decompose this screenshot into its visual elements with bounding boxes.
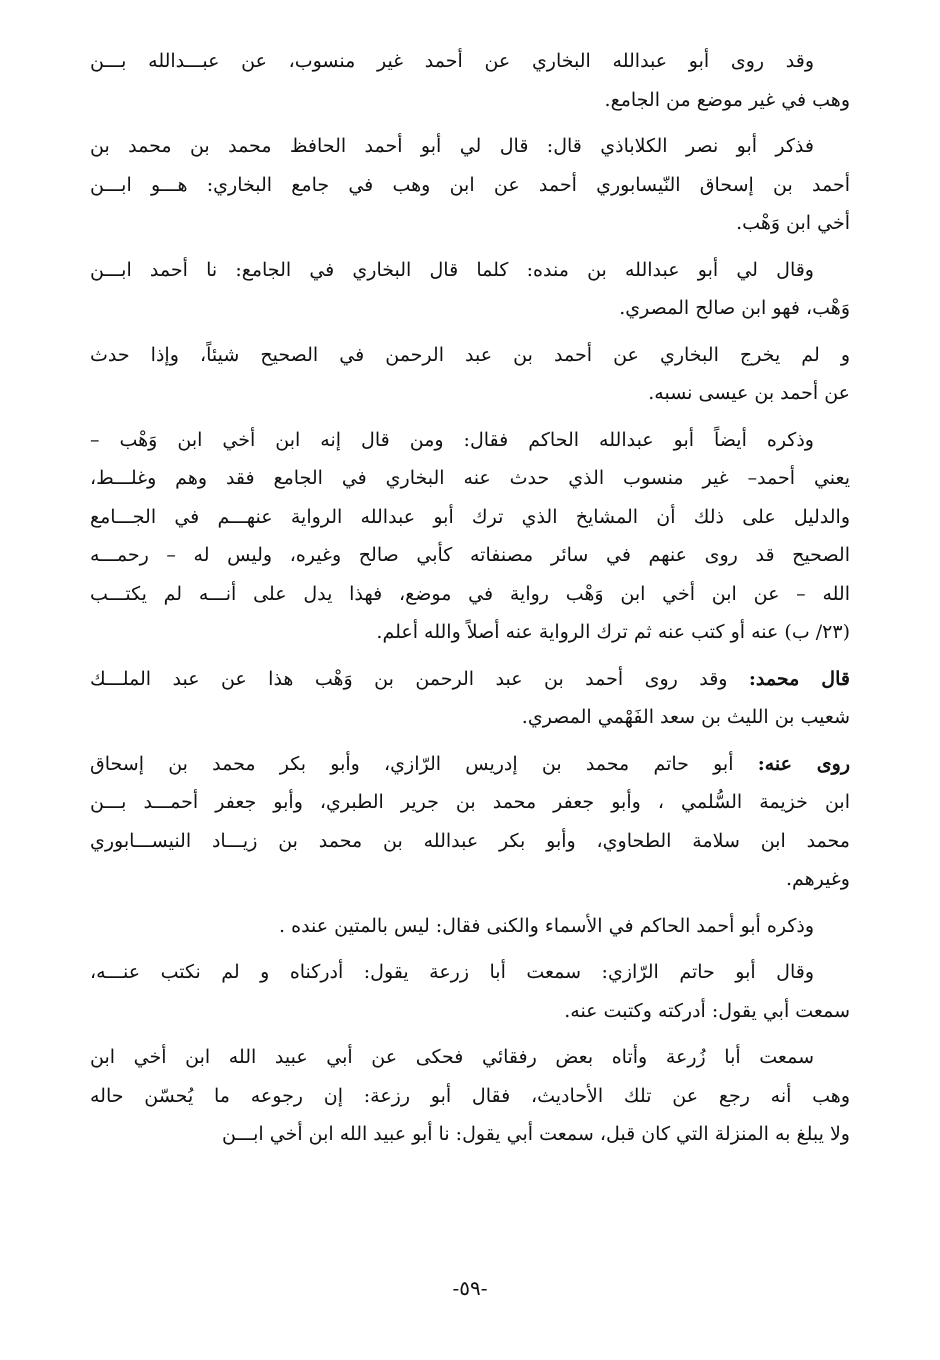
line-text: فذكر أبو نصر الكلاباذي قال: قال لي أبو أحمد الحافظ محمد بن محمد بن: [90, 135, 814, 157]
text-line: [90, 613, 850, 652]
paragraph: [90, 336, 850, 413]
text-line: [90, 127, 850, 166]
line-text: وقال أبو حاتم الرّازي: سمعت أبا زرعة يقول: أدركناه و لم نكتب عنـــه،: [90, 961, 814, 983]
line-text: محمد ابن سلامة الطحاوي، وأبو بكر عبدالله بن محمد بن زيـــاد النيســـابوري: [90, 829, 850, 852]
text-line: [90, 745, 850, 784]
text-line: [90, 992, 850, 1031]
text-line: [90, 660, 850, 699]
line-text: الصحيح قد روى عنهم في سائر مصنفاته كأبي صالح وغيره، وليس له – رحمـــه: [90, 544, 850, 566]
text-line: [90, 336, 850, 375]
text-line: [90, 536, 850, 575]
text-line: [90, 822, 850, 861]
body-text: [90, 42, 850, 1162]
paragraph: [90, 1038, 850, 1154]
text-line: [90, 783, 850, 822]
line-text: سمعت أبا زُرعة وأتاه بعض رفقائي فحكى عن أبي عبيد الله ابن أخي ابن: [90, 1046, 814, 1068]
line-text: (٢٣/ ب) عنه أو كتب عنه ثم ترك الرواية عنه أصلاً والله أعلم.: [376, 621, 850, 643]
text-line: [90, 42, 850, 81]
line-text: والدليل على ذلك أن المشايخ الذي ترك أبو عبدالله الرواية عنهـــم في الجـــامع: [90, 505, 850, 528]
text-line: [90, 166, 850, 205]
paragraph: [90, 953, 850, 1030]
text-line: [90, 953, 850, 992]
paragraph: [90, 745, 850, 899]
line-text: شعيب بن الليث بن سعد الفَهْمي المصري.: [521, 706, 850, 728]
line-text: ابن خزيمة السُّلمي ، وأبو جعفر محمد بن جرير الطبري، وأبو جعفر أحمـــد بـــن: [90, 791, 850, 813]
paragraph: [90, 421, 850, 652]
line-text: سمعت أبي يقول: أدركته وكتبت عنه.: [564, 999, 850, 1022]
text-line: [90, 498, 850, 537]
text-line: [90, 251, 850, 290]
text-line: [90, 1038, 850, 1077]
line-text: و لم يخرج البخاري عن أحمد بن عبد الرحمن في الصحيح شيئاً، وإذا حدث: [90, 343, 850, 366]
paragraph: [90, 127, 850, 243]
line-text: أبو حاتم محمد بن إدريس الرّازي، وأبو بكر محمد بن إسحاق: [90, 752, 758, 775]
text-line: [90, 860, 850, 899]
text-line: [90, 204, 850, 243]
paragraph: [90, 660, 850, 737]
line-text: ولا يبلغ به المنزلة التي كان قبل، سمعت أبي يقول: نا أبو عبيد الله ابن أخي ابـــن: [221, 1123, 850, 1145]
paragraph: [90, 907, 850, 946]
paragraph: [90, 251, 850, 328]
paragraph-lead: روى عنه:: [757, 752, 850, 775]
line-text: وهب في غير موضع من الجامع.: [604, 88, 850, 111]
text-line: [90, 289, 850, 328]
line-text: وَهْب، فهو ابن صالح المصري.: [619, 297, 850, 319]
line-text: وذكره أيضاً أبو عبدالله الحاكم فقال: ومن قال إنه ابن أخي ابن وَهْب –: [90, 428, 814, 451]
text-line: [90, 374, 850, 413]
line-text: أخي ابن وَهْب.: [736, 212, 850, 234]
text-line: [90, 459, 850, 498]
paragraph: [90, 42, 850, 119]
text-line: [90, 1115, 850, 1154]
text-line: [90, 698, 850, 737]
text-line: [90, 81, 850, 120]
line-text: أحمد بن إسحاق النّيسابوري أحمد عن ابن وهب في جامع البخاري: هـــو ابـــن: [90, 173, 850, 196]
line-text: وذكره أبو أحمد الحاكم في الأسماء والكنى فقال: ليس بالمتين عنده .: [279, 914, 814, 937]
line-text: الله – عن ابن أخي ابن وَهْب رواية في موضع، فهذا يدل على أنـــه لم يكتـــب: [90, 582, 850, 605]
line-text: عن أحمد بن عيسى نسبه.: [648, 382, 850, 404]
text-line: [90, 421, 850, 460]
line-text: وغيرهم.: [785, 868, 850, 890]
line-text: وهب أنه رجع عن تلك الأحاديث، فقال أبو رزعة: إن رجوعه ما يُحسّن حاله: [90, 1084, 850, 1107]
paragraph-lead: قال محمد:: [748, 667, 850, 690]
text-line: [90, 907, 850, 946]
line-text: وقال لي أبو عبدالله بن منده: كلما قال البخاري في الجامع: نا أحمد ابـــن: [90, 258, 814, 281]
text-line: [90, 575, 850, 614]
line-text: وقد روى أبو عبدالله البخاري عن أحمد غير منسوب، عن عبـــدالله بـــن: [90, 50, 814, 72]
text-line: [90, 1077, 850, 1116]
line-text: وقد روى أحمد بن عبد الرحمن بن وَهْب هذا عن عبد الملـــك: [90, 667, 749, 690]
page-number: -٥٩-: [452, 1276, 488, 1300]
line-text: يعني أحمد– غير منسوب الذي حدث عنه البخاري في الجامع فقد وهم وغلـــط،: [90, 467, 850, 489]
